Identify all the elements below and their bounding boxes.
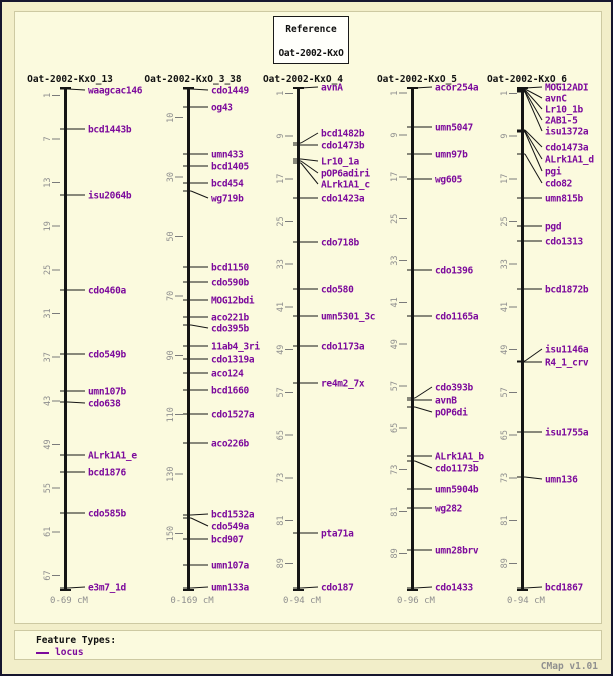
locus-label[interactable]: pOP6adiri: [321, 168, 370, 180]
tick-label: 25: [43, 264, 53, 276]
tick-label: 81: [500, 515, 510, 526]
map-range-label: 0-96 cM: [397, 596, 435, 606]
locus-label[interactable]: isu1372a: [545, 126, 589, 138]
tick-label: 49: [500, 344, 510, 355]
locus-label[interactable]: MOG12ADI: [545, 82, 589, 94]
tick-label: 73: [276, 472, 286, 483]
locus-label[interactable]: og43: [211, 102, 233, 114]
locus-line-swatch: [36, 652, 49, 654]
tick-label: 25: [390, 213, 400, 224]
tick-label: 41: [276, 301, 286, 313]
tick-label: 7: [43, 136, 53, 142]
tick-label: 65: [500, 430, 510, 441]
locus-label[interactable]: aco226b: [211, 438, 249, 450]
locus-line: [415, 407, 432, 412]
version-label: CMap v1.01: [540, 661, 598, 672]
locus-label[interactable]: pOP6di: [435, 407, 468, 419]
locus-label[interactable]: e3m7_1d: [88, 582, 126, 594]
locus-label[interactable]: bcd1482b: [321, 128, 365, 140]
map-bar-bottom-cap: [60, 589, 71, 591]
tick-label: 67: [43, 570, 53, 581]
locus-label[interactable]: umn28brv: [435, 545, 479, 557]
locus-label[interactable]: bcd454: [211, 178, 244, 190]
tick-label: 130: [166, 466, 176, 482]
locus-label[interactable]: cdo393b: [435, 382, 473, 394]
locus-label[interactable]: cdo187: [321, 582, 354, 594]
tick-label: 50: [166, 231, 176, 242]
tick-label: 70: [166, 290, 176, 302]
locus-label[interactable]: 11ab4_3ri: [211, 341, 260, 353]
map-range-label: 0-94 cM: [507, 596, 545, 606]
locus-label[interactable]: cdo549b: [88, 349, 126, 361]
tick-label: 110: [166, 407, 176, 423]
reference-map-set-name: Oat-2002-KxO: [278, 48, 344, 59]
map-bar[interactable]: [521, 88, 524, 590]
locus-label[interactable]: umn107b: [88, 386, 126, 398]
locus-label[interactable]: MOG12bdi: [211, 295, 255, 307]
tick-label: 1: [43, 92, 53, 98]
locus-label[interactable]: 2AB1-5: [545, 115, 578, 127]
tick-label: 61: [43, 526, 53, 537]
locus-line: [191, 191, 208, 198]
locus-line: [191, 325, 208, 328]
tick-label: 17: [500, 173, 510, 184]
map-bar-bottom-cap: [407, 589, 418, 591]
locus-line: [301, 161, 318, 173]
map-title[interactable]: Oat-2002-KxO_3_38: [144, 74, 242, 85]
locus-label[interactable]: bcd1405: [211, 161, 249, 173]
locus-label[interactable]: umn433: [211, 149, 244, 161]
locus-line: [191, 514, 208, 515]
locus-label[interactable]: avnC: [545, 93, 567, 105]
map-range-label: 0-169 cM: [170, 596, 214, 606]
map-bar-bottom-cap: [293, 589, 304, 591]
reference-title: Reference: [285, 24, 337, 35]
tick-label: 1: [500, 90, 510, 96]
tick-label: 89: [500, 558, 510, 569]
locus-label[interactable]: pgd: [545, 221, 562, 233]
locus-label[interactable]: cdo460a: [88, 285, 126, 297]
legend-heading: Feature Types:: [36, 635, 117, 646]
tick-label: 73: [500, 472, 510, 483]
locus-label[interactable]: Lr10_1a: [321, 156, 359, 168]
locus-line: [415, 587, 432, 588]
locus-label[interactable]: umn5047: [435, 122, 473, 134]
locus-line: [525, 154, 542, 183]
tick-label: 9: [390, 132, 400, 138]
locus-label[interactable]: pgi: [545, 166, 562, 178]
legend-item-label: locus: [55, 647, 84, 658]
locus-line: [68, 89, 85, 90]
tick-label: 89: [276, 558, 286, 569]
tick-label: 1: [276, 90, 286, 96]
locus-label[interactable]: waagcac146: [88, 85, 143, 97]
map-title[interactable]: Oat-2002-KxO_13: [27, 74, 113, 85]
locus-label[interactable]: avnA: [321, 82, 343, 94]
locus-line: [525, 349, 542, 361]
tick-label: 33: [276, 259, 286, 270]
tick-label: 81: [276, 515, 286, 526]
map-range-label: 0-69 cM: [50, 596, 88, 606]
locus-label[interactable]: cdo1473a: [545, 142, 589, 154]
locus-label[interactable]: cdo1173a: [321, 341, 365, 353]
locus-label[interactable]: cdo718b: [321, 237, 359, 249]
locus-line: [191, 587, 208, 588]
tick-label: 33: [500, 259, 510, 270]
locus-label[interactable]: umn97b: [435, 149, 468, 161]
tick-label: 9: [500, 133, 510, 139]
locus-label[interactable]: umn107a: [211, 560, 249, 572]
locus-label[interactable]: umn136: [545, 474, 578, 486]
locus-label[interactable]: cdo590b: [211, 277, 249, 289]
map-title[interactable]: Oat-2002-KxO_5: [376, 74, 458, 85]
locus-label[interactable]: ALrk1A1_b: [435, 451, 484, 463]
map-range-label: 0-94 cM: [283, 596, 321, 606]
tick-label: 89: [390, 548, 400, 559]
locus-label[interactable]: cdo549a: [211, 521, 249, 533]
locus-label[interactable]: ALrk1A1_c: [321, 179, 370, 191]
tick-label: 19: [43, 221, 53, 232]
tick-label: 90: [166, 350, 176, 361]
legend-panel: [14, 630, 602, 660]
maps-canvas: [2, 2, 613, 627]
tick-label: 1: [390, 90, 400, 96]
tick-label: 25: [500, 216, 510, 227]
locus-line: [301, 159, 318, 161]
locus-label[interactable]: ALrk1A1_e: [88, 450, 137, 462]
locus-label[interactable]: aco124: [211, 368, 244, 380]
locus-label[interactable]: isu1755a: [545, 427, 589, 439]
tick-label: 31: [43, 308, 53, 319]
locus-label[interactable]: cdo1313: [545, 236, 583, 248]
locus-label[interactable]: bcd1660: [211, 385, 249, 397]
tick-label: 73: [390, 464, 400, 475]
locus-line: [191, 518, 208, 526]
locus-label[interactable]: cdo580: [321, 284, 354, 296]
locus-line: [191, 89, 208, 90]
tick-label: 37: [43, 352, 53, 363]
locus-label[interactable]: pta71a: [321, 528, 354, 540]
locus-label[interactable]: cdo638: [88, 398, 121, 410]
locus-label[interactable]: umn815b: [545, 193, 583, 205]
tick-label: 81: [390, 506, 400, 517]
locus-label[interactable]: acor254a: [435, 82, 479, 94]
tick-label: 49: [43, 439, 53, 450]
tick-label: 13: [43, 177, 53, 188]
map-Oat-2002-KxO_3_38: [144, 74, 260, 606]
locus-label[interactable]: cdo1527a: [211, 409, 255, 421]
locus-label[interactable]: cdo1396: [435, 265, 473, 277]
locus-line: [301, 587, 318, 588]
locus-label[interactable]: cdo395b: [211, 323, 249, 335]
locus-line: [415, 387, 432, 398]
locus-label[interactable]: cdo1165a: [435, 311, 479, 323]
locus-label[interactable]: bcd1867: [545, 582, 583, 594]
locus-label[interactable]: Lr10_1b: [545, 104, 583, 116]
locus-label[interactable]: cdo1433: [435, 582, 473, 594]
locus-label[interactable]: cdo1423a: [321, 193, 365, 205]
legend-item-locus[interactable]: [36, 647, 601, 658]
locus-label[interactable]: umn133a: [211, 582, 249, 594]
locus-label[interactable]: cdo1449: [211, 85, 249, 97]
locus-label[interactable]: bcd1443b: [88, 124, 132, 136]
tick-label: 57: [500, 387, 510, 398]
map-Oat-2002-KxO_6: [487, 74, 594, 606]
tick-label: 9: [276, 133, 286, 139]
locus-label[interactable]: bcd1876: [88, 467, 126, 479]
tick-label: 30: [166, 171, 176, 183]
locus-line: [68, 587, 85, 588]
locus-label[interactable]: bcd1150: [211, 262, 249, 274]
tick-label: 33: [390, 255, 400, 266]
tick-label: 57: [276, 387, 286, 398]
tick-label: 49: [390, 339, 400, 350]
locus-label[interactable]: bcd907: [211, 534, 244, 546]
locus-label[interactable]: bcd1872b: [545, 284, 589, 296]
locus-label[interactable]: ALrk1A1_d: [545, 154, 594, 166]
tick-label: 57: [390, 380, 400, 392]
locus-label[interactable]: avnB: [435, 395, 457, 407]
map-bar-bottom-cap: [183, 589, 194, 591]
locus-line: [525, 477, 542, 479]
tick-label: 150: [166, 525, 176, 542]
locus-label[interactable]: cdo82: [545, 178, 573, 190]
locus-label[interactable]: umn5904b: [435, 484, 479, 496]
locus-line: [525, 92, 542, 131]
locus-label[interactable]: cdo585b: [88, 508, 126, 520]
tick-label: 25: [276, 216, 286, 227]
map-bar[interactable]: [64, 88, 67, 590]
tick-label: 65: [276, 430, 286, 441]
map-Oat-2002-KxO_13: [27, 74, 143, 606]
locus-label[interactable]: R4_1_crv: [545, 357, 589, 369]
map-title[interactable]: Oat-2002-KxO_4: [262, 74, 344, 85]
locus-label[interactable]: umn5301_3c: [321, 311, 376, 323]
tick-label: 65: [390, 422, 400, 434]
reference-box: [273, 16, 349, 64]
locus-line: [301, 163, 318, 184]
map-bar[interactable]: [411, 88, 414, 590]
locus-label[interactable]: isu2064b: [88, 190, 132, 202]
map-Oat-2002-KxO_5: [377, 74, 484, 606]
locus-label[interactable]: cdo1319a: [211, 354, 255, 366]
locus-label[interactable]: cdo1473b: [321, 140, 365, 152]
map-title[interactable]: Oat-2002-KxO_6: [486, 74, 568, 85]
tick-label: 17: [276, 173, 286, 184]
locus-label[interactable]: isu1146a: [545, 344, 589, 356]
locus-label[interactable]: bcd1532a: [211, 509, 255, 521]
locus-label[interactable]: aco221b: [211, 312, 249, 324]
locus-label[interactable]: wg605: [435, 174, 463, 186]
tick-label: 43: [43, 395, 53, 406]
tick-label: 10: [166, 112, 176, 123]
tick-label: 41: [500, 301, 510, 313]
locus-label[interactable]: re4m2_7x: [321, 378, 365, 390]
locus-label[interactable]: cdo1173b: [435, 463, 479, 475]
locus-line: [525, 587, 542, 588]
locus-line: [301, 133, 318, 143]
map-Oat-2002-KxO_4: [263, 74, 375, 606]
locus-line: [415, 461, 432, 468]
locus-label[interactable]: wg719b: [211, 193, 244, 205]
tick-label: 55: [43, 483, 53, 494]
map-bar-bottom-cap: [517, 589, 528, 591]
tick-label: 17: [390, 171, 400, 183]
tick-label: 41: [390, 297, 400, 308]
tick-label: 49: [276, 344, 286, 355]
locus-label[interactable]: wg282: [435, 503, 463, 515]
locus-line: [68, 402, 85, 403]
